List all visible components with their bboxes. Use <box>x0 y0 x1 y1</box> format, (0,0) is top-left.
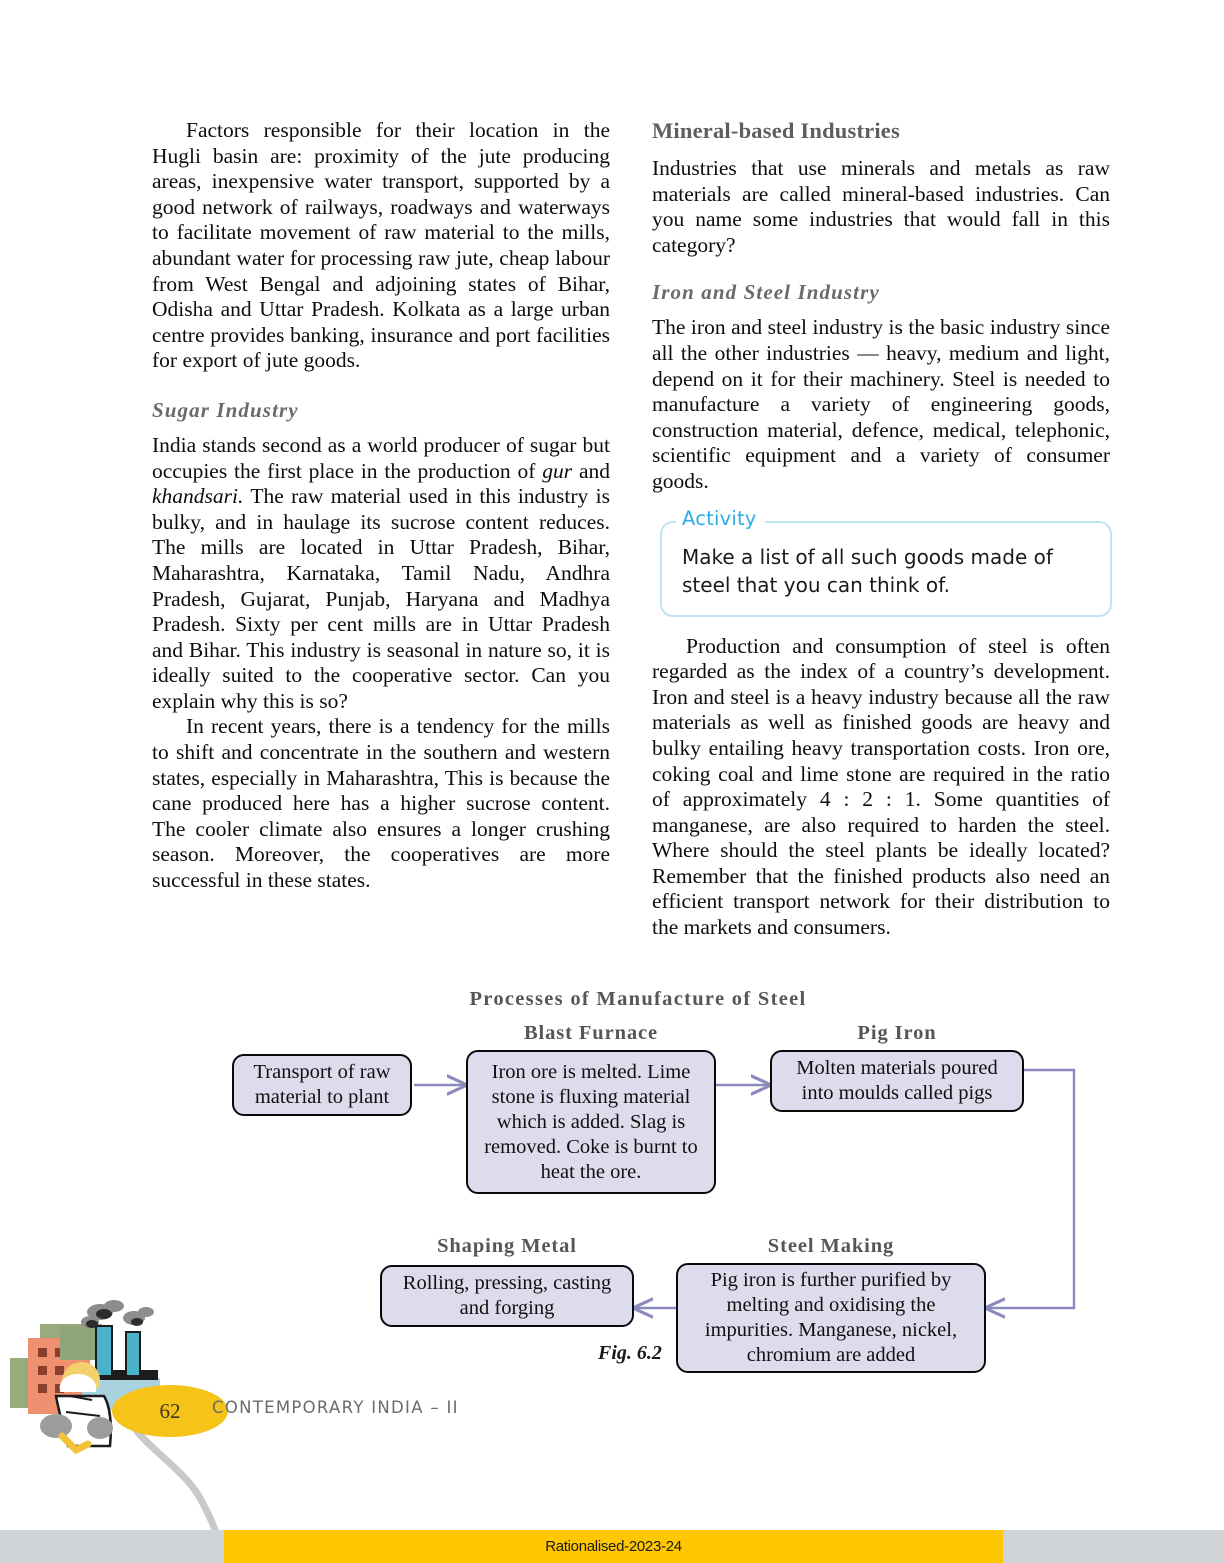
term-khandsari: khandsari. <box>152 484 244 509</box>
chimney-left <box>96 1326 112 1376</box>
paragraph-sugar-2: In recent years, there is a tendency for the mills to shift and concentrate in the southern and western states, especially in Maharashtra, This is because the cane produced here has a higher sucrose content. The cooler climate also ensures a longer crushing season. Moreover, the cooperatives are more successful in these states. <box>152 714 610 893</box>
rationalised-label: Rationalised-2023-24 <box>545 1538 682 1555</box>
activity-instruction-text: Make a list of all such goods made of steel that you can think of. <box>682 544 1053 597</box>
heading-mineral-based-industries: Mineral-based Industries <box>652 118 900 143</box>
figure-title: Processes of Manufacture of Steel <box>469 988 807 1010</box>
term-gur: gur <box>542 458 573 483</box>
flow-caption-shaping-metal: Shaping Metal <box>437 1235 577 1257</box>
flow-caption-steel-making: Steel Making <box>767 1235 895 1257</box>
sugar-text-b: and <box>572 458 610 483</box>
activity-label: Activity <box>676 507 765 530</box>
worker-hand-right <box>87 1417 113 1439</box>
flow-node-pig-iron: Molten materials poured into moulds called pigs <box>770 1050 1024 1112</box>
page-number: 62 <box>142 1393 198 1429</box>
flow-caption-pig-iron: Pig Iron <box>857 1022 937 1044</box>
sugar-text-c: The raw material used in this industry is bulky, and in haulage its sucrose content reduces. The mills are located in Uttar Pradesh, Bihar, Maharashtra, Karnataka, Tamil Nadu, Andhra Pradesh, Gujarat, Punjab, Haryana and Madhya Pradesh. Sixty per cent mills are in Uttar Pradesh and Bihar. This industry is seasonal in nature so, it is ideally suited to the cooperative sector. Can you explain why this is so? <box>152 484 610 713</box>
paragraph-steel-production: Production and consumption of steel is often regarded as the index of a country’s development. Iron and steel is a heavy industry because all the raw materials as well as finished goods are heavy and bulky entailing heavy transportation costs. Iron ore, coking coal and lime stone are required in the ratio of approximately 4 : 2 : 1. Some quantities of manganese, are also required to harden the steel. Where should the steel plants be ideally located? Remember that the finished products also need an efficient transport network for their distribution to the markets and consumers. <box>652 633 1110 940</box>
activity-box-frame <box>660 521 1112 617</box>
paragraph-jute-location: Factors responsible for their location in the Hugli basin are: proximity of the jute producing areas, inexpensive water transport, supported by a good network of railways, roadways and waterways to facilitate movement of raw material to the mills, abundant water for processing raw jute, cheap labour from West Bengal and adjoining states of Bihar, Odisha and Uttar Pradesh. Kolkata as a large urban centre provides banking, insurance and port facilities for export of jute goods. <box>152 118 610 373</box>
heading-iron-and-steel-industry: Iron and Steel Industry <box>652 280 880 305</box>
book-title: CONTEMPORARY INDIA – II <box>212 1398 459 1417</box>
flow-node-transport: Transport of raw material to plant <box>232 1054 412 1116</box>
right-column <box>652 118 1110 941</box>
figure-caption: Fig. 6.2 <box>598 1342 662 1364</box>
path-line <box>132 1425 216 1530</box>
paragraph-iron-steel-intro: The iron and steel industry is the basic industry since all the other industries — heavy, medium and light, depend on it for their machinery. Steel is needed to manufacture a variety of engineering goods, construction material, defence, medical, telephonic, scientific equipment and a variety of consumer goods. <box>652 315 1110 493</box>
rationalised-band <box>224 1530 1003 1563</box>
heading-sugar-industry: Sugar Industry <box>152 397 299 422</box>
sugar-text-a: India stands second as a world producer of sugar but occupies the first place in the production of <box>152 432 610 483</box>
flow-node-steel-making: Pig iron is further purified by melting and oxidising the impurities. Manganese, nickel, chromium are added <box>676 1263 986 1373</box>
paragraph-sugar-1 <box>152 433 610 715</box>
flow-node-shaping-metal: Rolling, pressing, casting and forging <box>380 1265 634 1327</box>
text-columns <box>152 118 1110 941</box>
flow-node-blast-furnace: Iron ore is melted. Lime stone is fluxing material which is added. Slag is removed. Coke is burnt to heat the ore. <box>466 1050 716 1194</box>
chimney-right <box>126 1332 140 1376</box>
left-column <box>152 118 610 941</box>
activity-box <box>660 506 1112 617</box>
worker-hand-left <box>40 1414 72 1438</box>
flow-caption-blast-furnace: Blast Furnace <box>523 1022 659 1044</box>
paragraph-mineral-based: Industries that use minerals and metals as raw materials are called mineral-based industries. Can you name some industries that would fall in this category? <box>652 156 1110 257</box>
